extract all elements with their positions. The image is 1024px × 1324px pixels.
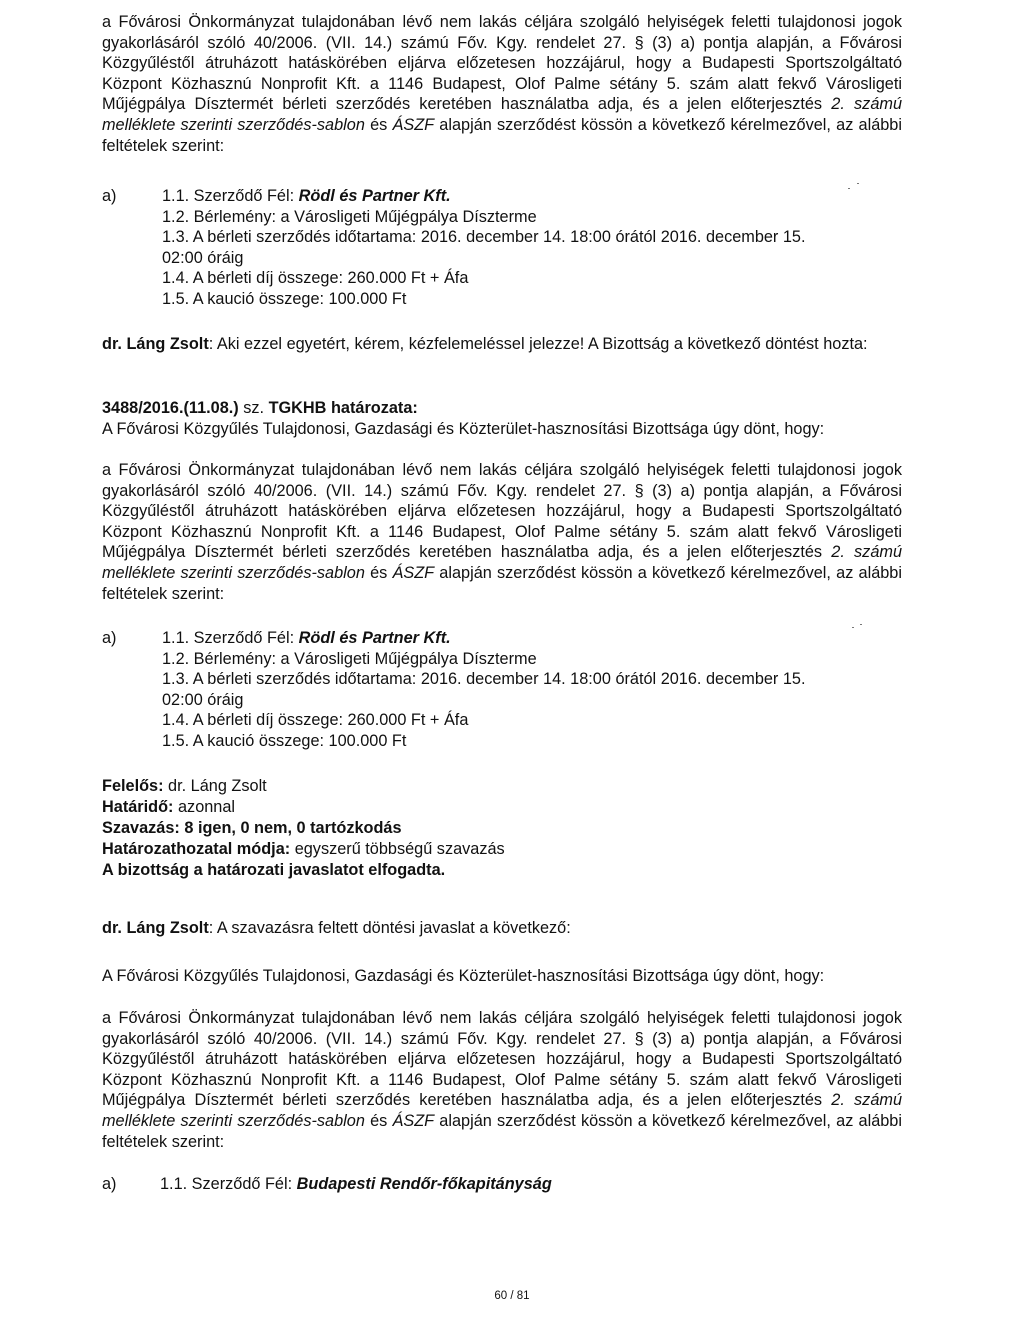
text-run: alapján szerződést kössön a következő kérelmezővel, az alábbi feltételek szerint:	[102, 563, 902, 603]
decision-method: Határozathozatal módja: egyszerű többségű szavazás	[102, 840, 505, 858]
list-item: 1.1. Szerződő Fél: Budapesti Rendőr-főkapitányság	[160, 1175, 552, 1193]
text-run: ÁSZF	[392, 115, 435, 134]
text-run: a Fővárosi Önkormányzat tulajdonában lévő nem lakás céljára szolgáló helyiségek feletti tulajdonosi jogok gyakorlásáról szóló 40/2006. (VII. 14.) számú Főv. Kgy. rendelet 27. § (3) a) pontja alapján, a Fővárosi Közgyűléstől átruházott hatáskörében eljárva előzetesen hozzájárul, hogy a Budapesti Sportszolgáltató Központ Közhasznú Nonprofit Kft. a 1146 Budapest, Olof Palme sétány 5. szám alatt fekvő Városligeti Műjégpálya Dísztermét bérleti szerződés keretében használatba adja, és a jelen előterjesztés	[102, 1009, 902, 1110]
list-item: 1.5. A kaució összege: 100.000 Ft	[162, 289, 407, 308]
contract-party: Rödl és Partner Kft.	[298, 629, 451, 647]
scan-artifact	[848, 188, 850, 189]
list-item: 02:00 óráig	[162, 690, 244, 709]
list-item: 1.3. A bérleti szerződés időtartama: 2016. december 14. 18:00 órától 2016. december 15.	[162, 670, 806, 689]
contract-party: Budapesti Rendőr-főkapitányság	[296, 1175, 552, 1193]
speaker-name: Láng Zsolt	[126, 335, 209, 353]
speaker-statement-2: dr. Láng Zsolt: A szavazásra feltett döntési javaslat a következő:	[102, 919, 571, 937]
intro-paragraph	[102, 12, 902, 156]
vote-result: Szavazás: 8 igen, 0 nem, 0 tartózkodás	[102, 819, 402, 837]
list-marker: a)	[102, 629, 117, 647]
resolution-paragraph	[102, 460, 902, 604]
text-run: ÁSZF	[392, 1111, 435, 1130]
text-run: alapján szerződést kössön a következő kérelmezővel, az alábbi feltételek szerint:	[102, 1111, 902, 1151]
resolution-intro: A Fővárosi Közgyűlés Tulajdonosi, Gazdasági és Közterület-hasznosítási Bizottsága úgy dönt, hogy:	[102, 420, 825, 438]
proposal-intro: A Fővárosi Közgyűlés Tulajdonosi, Gazdasági és Közterület-hasznosítási Bizottsága úgy dönt, hogy:	[102, 967, 825, 985]
proposal-paragraph	[102, 1008, 902, 1152]
responsible-line: Felelős: dr. Láng Zsolt	[102, 777, 267, 795]
list-item: 1.4. A bérleti díj összege: 260.000 Ft + Áfa	[162, 711, 469, 730]
scan-artifact	[852, 627, 854, 628]
text-run: alapján szerződést kössön a következő kérelmezővel, az alábbi feltételek szerint:	[102, 115, 902, 155]
list-item: 1.3. A bérleti szerződés időtartama: 2016. december 14. 18:00 órától 2016. december 15.	[162, 228, 806, 247]
text-run: a Fővárosi Önkormányzat tulajdonában lévő nem lakás céljára szolgáló helyiségek feletti tulajdonosi jogok gyakorlásáról szóló 40/2006. (VII. 14.) számú Főv. Kgy. rendelet 27. § (3) a) pontja alapján, a Fővárosi Közgyűléstől átruházott hatáskörében eljárva előzetesen hozzájárul, hogy a Budapesti Sportszolgáltató Központ Közhasznú Nonprofit Kft. a 1146 Budapest, Olof Palme sétány 5. szám alatt fekvő Városligeti Műjégpálya Dísztermét bérleti szerződés keretében használatba adja, és a jelen előterjesztés	[102, 461, 902, 562]
text-run: a Fővárosi Önkormányzat tulajdonában lévő nem lakás céljára szolgáló helyiségek feletti tulajdonosi jogok gyakorlásáról szóló 40/2006. (VII. 14.) számú Főv. Kgy. rendelet 27. § (3) a) pontja alapján, a Fővárosi Közgyűléstől átruházott hatáskörében eljárva előzetesen hozzájárul, hogy a Budapesti Sportszolgáltató Központ Közhasznú Nonprofit Kft. a 1146 Budapest, Olof Palme sétány 5. szám alatt fekvő Városligeti Műjégpálya Dísztermét bérleti szerződés keretében használatba adja, és a jelen előterjesztés	[102, 13, 902, 114]
speaker-statement-1: dr. Láng Zsolt: Aki ezzel egyetért, kérem, kézfelemeléssel jelezze! A Bizottság a következő döntést hozta:	[102, 335, 868, 353]
text-run: és	[364, 115, 393, 134]
page-number: 60 / 81	[494, 1290, 530, 1302]
text-run: 2. számú melléklete szerinti szerződés-sablon	[102, 543, 902, 582]
speaker-name: Láng Zsolt	[126, 919, 209, 937]
list-item: 02:00 óráig	[162, 248, 244, 267]
scan-artifact	[857, 183, 859, 184]
list-item: 1.5. A kaució összege: 100.000 Ft	[162, 731, 407, 750]
list-item: 1.2. Bérlemény: a Városligeti Műjégpálya Díszterme	[162, 207, 537, 226]
contract-party: Rödl és Partner Kft.	[298, 187, 451, 205]
list-item: 1.4. A bérleti díj összege: 260.000 Ft + Áfa	[162, 269, 469, 288]
list-item: 1.2. Bérlemény: a Városligeti Műjégpálya Díszterme	[162, 649, 537, 668]
resolution-heading: 3488/2016.(11.08.) sz. TGKHB határozata:	[102, 399, 418, 417]
list-item: 1.1. Szerződő Fél: Rödl és Partner Kft.	[162, 629, 451, 647]
text-run: és	[364, 563, 393, 582]
list-marker: a)	[102, 1175, 117, 1193]
text-run: ÁSZF	[392, 563, 435, 582]
text-run: 2. számú melléklete szerinti szerződés-sablon	[102, 95, 902, 134]
list-marker: a)	[102, 187, 117, 205]
list-item: 1.1. Szerződő Fél: Rödl és Partner Kft.	[162, 187, 451, 205]
text-run: 2. számú melléklete szerinti szerződés-sablon	[102, 1091, 902, 1130]
deadline-line: Határidő: azonnal	[102, 798, 236, 816]
text-run: és	[364, 1111, 393, 1130]
accepted-statement: A bizottság a határozati javaslatot elfogadta.	[102, 861, 446, 879]
scan-artifact	[860, 624, 862, 625]
